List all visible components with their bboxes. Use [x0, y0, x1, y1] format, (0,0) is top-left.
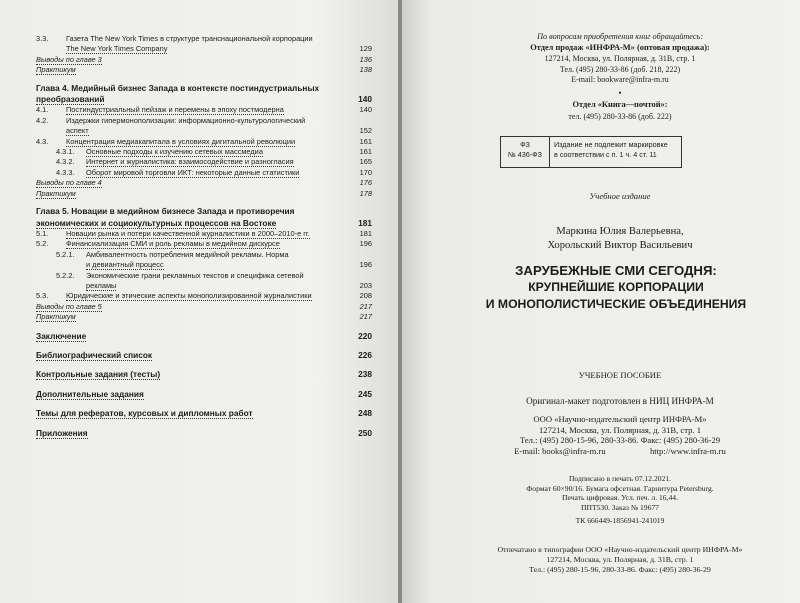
toc-entry-continuation[interactable]	[36, 281, 372, 291]
toc-entry-number: 5.3.	[36, 291, 49, 301]
toc-page-number: 170	[359, 167, 372, 177]
toc-entry-text: Практикум	[36, 65, 76, 75]
toc-section-conclusion[interactable]	[36, 331, 372, 342]
chapter-title: Глава 4. Медийный бизнес Запада в контексте постиндустриальных	[36, 82, 320, 93]
labeling-note-line: Издание не подлежит маркировке	[554, 140, 668, 149]
publisher-info	[470, 414, 770, 456]
toc-entry-text: Издержки гипермонополизации: информационно-культурологический	[66, 115, 306, 125]
toc-page-number: 165	[359, 157, 372, 167]
book-title-line: И МОНОПОЛИСТИЧЕСКИЕ ОБЪЕДИНЕНИЯ	[485, 297, 747, 311]
toc-page-number: 220	[358, 330, 372, 341]
toc-entry-text: рекламы	[86, 280, 117, 290]
toc-page-number: 248	[358, 408, 372, 419]
toc-entry-continuation[interactable]	[36, 260, 372, 270]
toc-entry-text: Концентрация медиакапитала в условиях дигитальной революции	[66, 136, 296, 146]
book-title	[446, 262, 786, 313]
toc-section-bibliography[interactable]	[36, 350, 372, 361]
toc-entry[interactable]	[36, 116, 372, 126]
toc-page-number: 181	[358, 217, 372, 228]
toc-entry-text: Практикум	[36, 188, 76, 198]
toc-page-number: 176	[359, 178, 372, 188]
toc-entry-number: 5.2.1.	[56, 249, 75, 259]
toc-page-number: 129	[359, 44, 372, 54]
toc-entry[interactable]	[36, 137, 372, 147]
toc-entry-text: Практикум	[36, 312, 76, 322]
toc-page-number: 226	[358, 349, 372, 360]
separator-bullet: •	[618, 88, 622, 98]
toc-entry-text: Интернет и журналистика: взаимосодействие и разногласия	[86, 157, 294, 167]
toc-entry-text: Выводы по главе 3	[36, 54, 102, 64]
toc-page-number: 140	[359, 105, 372, 115]
toc-section-tests[interactable]	[36, 369, 372, 380]
publisher-web	[470, 446, 770, 457]
toc-section-extra-tasks[interactable]	[36, 389, 372, 400]
toc-entry[interactable]	[36, 239, 372, 249]
book-title-line: КРУПНЕЙШИЕ КОРПОРАЦИИ	[528, 280, 704, 294]
toc-chapter-4-cont[interactable]	[36, 94, 372, 105]
toc-page-number: 196	[359, 239, 372, 249]
mail-order-department: Отдел «Книга—почтой»:	[572, 100, 668, 109]
toc-entry[interactable]	[36, 147, 372, 157]
print-details	[470, 474, 770, 526]
toc-entry[interactable]	[36, 105, 372, 115]
book-title-line: ЗАРУБЕЖНЫЕ СМИ СЕГОДНЯ:	[515, 263, 717, 278]
sales-phone: Тел. (495) 280-33-86 (доб. 218, 222)	[559, 64, 681, 74]
toc-entry-text: аспект	[66, 126, 89, 136]
chapter-title: преобразований	[36, 94, 105, 105]
toc-entry[interactable]	[36, 229, 372, 239]
toc-page-number: 238	[358, 369, 372, 380]
toc-entry-text: Выводы по главе 5	[36, 301, 102, 311]
toc-entry-text: Заключение	[36, 330, 87, 341]
table-of-contents	[36, 34, 372, 439]
toc-entry[interactable]	[36, 250, 372, 260]
toc-page-number: 208	[359, 291, 372, 301]
toc-page-number: 181	[359, 228, 372, 238]
toc-page-number: 138	[359, 65, 372, 75]
toc-entry-continuation[interactable]	[36, 126, 372, 136]
publisher-address: 127214, Москва, ул. Полярная, д. 31В, стр. 1	[538, 424, 701, 435]
toc-entry-number: 4.1.	[36, 105, 49, 115]
toc-entry[interactable]	[36, 34, 372, 44]
toc-entry-text: Оборот мировой торговли ИКТ: некоторые данные статистики	[86, 167, 300, 177]
printer-name: Отпечатано в типографии ООО «Научно-издательский центр ИНФРА-М»	[497, 545, 743, 554]
chapter-title: Глава 5. Новации в медийном бизнесе Запада и противоречия	[36, 206, 295, 217]
book-genre: УЧЕБНОЕ ПОСОБИЕ	[578, 370, 662, 380]
toc-entry-text: Темы для рефератов, курсовых и дипломных работ	[36, 408, 253, 419]
toc-entry[interactable]	[36, 291, 372, 301]
toc-page-number: 136	[359, 54, 372, 64]
toc-page-number: 152	[359, 126, 372, 136]
toc-page-number: 217	[359, 312, 372, 322]
toc-page-number: 161	[359, 147, 372, 157]
toc-entry-number: 4.3.3.	[56, 167, 75, 177]
order-info-title: По вопросам приобретения книг обращайтесь:	[537, 32, 703, 41]
publisher-name: ООО «Научно-издательский центр ИНФРА-М»	[533, 414, 707, 424]
toc-entry[interactable]	[36, 312, 372, 322]
printer-info	[470, 545, 770, 575]
printer-phone: Тел.: (495) 280-15-96, 280-33-86. Факс: (495) 280-36-29	[529, 565, 711, 574]
toc-page-number: 203	[359, 280, 372, 290]
toc-chapter-5-cont[interactable]	[36, 218, 372, 229]
sales-contacts	[470, 54, 770, 86]
toc-entry-text: Газета The New York Times в структуре транснациональной корпорации	[66, 34, 313, 43]
print-method: Печать цифровая. Усл. печ. л. 16,44.	[562, 493, 678, 503]
publisher-email[interactable]: E-mail: books@infra-m.ru	[514, 445, 606, 456]
print-tk: ТК 666449-1856941-241019	[575, 516, 665, 526]
mail-order-phone: тел. (495) 280-33-86 (доб. 222)	[568, 112, 672, 121]
toc-entry[interactable]	[36, 157, 372, 167]
law-code-line: № 436-ФЗ	[508, 150, 542, 159]
law-code	[501, 137, 550, 167]
sales-address: 127214, Москва, ул. Полярная, д. 31В, стр. 1	[544, 54, 696, 63]
toc-entry-text: Юридические и этические аспекты монополизированной журналистики	[66, 291, 312, 301]
toc-entry-text: Финансиализация СМИ и роль рекламы в медийном дискурсе	[66, 239, 280, 249]
toc-section-appendices[interactable]	[36, 428, 372, 439]
toc-entry-number: 4.3.2.	[56, 157, 75, 167]
toc-entry-text: Контрольные задания (тесты)	[36, 369, 161, 380]
printer-address: 127214, Москва, ул. Полярная, д. 31В, стр. 1	[546, 555, 694, 564]
toc-entry-text: Библиографический список	[36, 349, 153, 360]
toc-entry-number: 5.2.	[36, 239, 49, 249]
print-order: ППТ530. Заказ № 19677	[581, 502, 659, 512]
toc-entry[interactable]	[36, 271, 372, 281]
sales-department: Отдел продаж «ИНФРА-М» (оптовая продажа):	[530, 43, 710, 52]
toc-entry-text: Основные подходы к изучению сетевых массмедиа	[86, 147, 263, 157]
authors	[470, 225, 770, 253]
toc-entry[interactable]	[36, 65, 372, 75]
publisher-phone: Тел.: (495) 280-15-96, 280-33-86. Факс: (495) 280-36-29	[519, 435, 721, 446]
toc-entry-number: 5.1.	[36, 228, 49, 238]
toc-chapter-4[interactable]	[36, 83, 372, 94]
author-name: Маркина Юлия Валерьевна,	[556, 226, 684, 237]
labeling-note-line: в соответствии с п. 1 ч. 4 ст. 11	[554, 150, 657, 159]
print-signed-date: Подписано в печать 07.12.2021.	[568, 474, 672, 483]
toc-entry-number: 4.2.	[36, 115, 49, 125]
sales-email[interactable]: E-mail: bookware@infra-m.ru	[571, 75, 669, 84]
toc-page-number: 161	[359, 136, 372, 146]
toc-entry-text: Выводы по главе 4	[36, 178, 102, 188]
toc-entry-number: 5.2.2.	[56, 270, 75, 280]
toc-entry-number: 4.3.1.	[56, 147, 75, 157]
toc-entry[interactable]	[36, 178, 372, 188]
toc-entry-text: Экономические грани рекламных текстов и специфика сетевой	[86, 270, 304, 280]
toc-page-number: 178	[359, 188, 372, 198]
toc-entry[interactable]	[36, 189, 372, 199]
left-page	[0, 0, 398, 603]
labeling-stamp	[500, 136, 682, 168]
toc-entry-number: 4.3.	[36, 136, 49, 146]
print-format: Формат 60×90/16. Бумага офсетная. Гарнитура Petersburg.	[526, 483, 714, 493]
toc-page-number: 196	[359, 260, 372, 270]
toc-entry[interactable]	[36, 302, 372, 312]
toc-entry-text: Новации рынка и потери качественной журналистики в 2000–2010-е гг.	[66, 228, 310, 238]
toc-page-number: 217	[359, 301, 372, 311]
toc-page-number: 140	[358, 94, 372, 105]
edition-type: Учебное издание	[589, 191, 651, 201]
toc-chapter-5[interactable]	[36, 206, 372, 217]
toc-entry-text: The New York Times Company	[66, 44, 168, 54]
chapter-title: экономических и социокультурных процессов на Востоке	[36, 217, 277, 228]
author-name: Хорольский Виктор Васильевич	[547, 240, 693, 251]
toc-entry-text: Амбивалентность потребления медийной рекламы. Норма	[86, 249, 289, 259]
toc-page-number: 245	[358, 388, 372, 399]
toc-entry-text: Дополнительные задания	[36, 388, 144, 399]
toc-entry[interactable]	[36, 55, 372, 65]
toc-entry-continuation[interactable]	[36, 44, 372, 54]
toc-entry-text: Постиндустриальный пейзаж и перемены в эпоху постмодерна	[66, 105, 284, 115]
toc-entry-number: 3.3.	[36, 34, 49, 43]
toc-page-number: 250	[358, 427, 372, 438]
law-code-line: ФЗ	[520, 140, 530, 149]
labeling-note	[550, 137, 672, 167]
layout-credit: Оригинал-макет подготовлен в НИЦ ИНФРА-М	[526, 396, 714, 406]
toc-entry[interactable]	[36, 168, 372, 178]
toc-entry-text: Приложения	[36, 427, 88, 438]
publisher-website[interactable]: http://www.infra-m.ru	[649, 445, 726, 456]
toc-section-topics[interactable]	[36, 408, 372, 419]
toc-entry-text: и девиантный процесс	[86, 260, 164, 270]
